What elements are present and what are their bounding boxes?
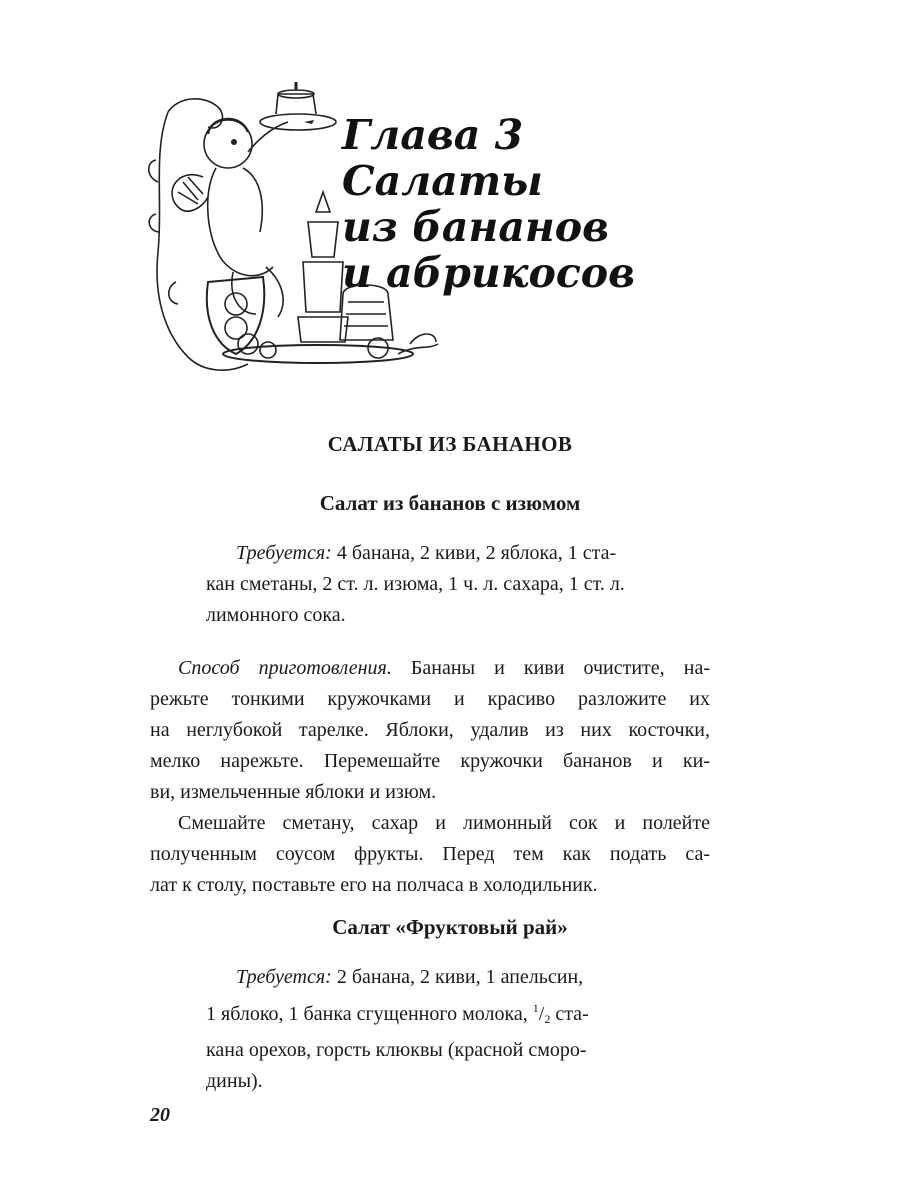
ingredients-text: 1 яблоко, 1 банка сгущенного молока, xyxy=(206,1003,533,1025)
method-line: полученным соусом фрукты. Перед тем как подать са- xyxy=(150,843,710,865)
ingredients-line: дины). xyxy=(206,1070,263,1092)
method-line: ви, измельченные яблоки и изюм. xyxy=(150,781,437,803)
chapter-title-line: Глава 3 xyxy=(342,111,524,159)
ingredients-line: 1 яблоко, 1 банка сгущенного молока, $^1/_2$ ста- xyxy=(206,1001,589,1026)
fraction-numerator: 1 xyxy=(532,1001,539,1015)
ingredients-line: лимонного сока. xyxy=(206,604,346,626)
ingredients-text: 2 банана, 2 киви, 1 апельсин, xyxy=(331,966,584,988)
method-line: лат к столу, поставьте его на полчаса в холодильник. xyxy=(150,874,598,896)
method-label: Способ приготовления. xyxy=(178,657,392,679)
ingredients-line: кана орехов, горсть клюквы (красной сморо- xyxy=(206,1039,587,1061)
chapter-title-line: и абрикосов xyxy=(342,249,636,297)
ingredients-text: 4 банана, 2 киви, 2 яблока, 1 ста- xyxy=(331,542,617,564)
method-line: мелко нарежьте. Перемешайте кружочки бананов и ки- xyxy=(150,750,710,772)
method-line: Смешайте сметану, сахар и лимонный сок и полейте xyxy=(178,812,710,834)
method-line: на неглубокой тарелке. Яблоки, удалив из них косточки, xyxy=(150,719,710,741)
ingredients-line xyxy=(206,538,681,569)
ingredients-line: кан сметаны, 2 ст. л. изюма, 1 ч. л. сахара, 1 ст. л. xyxy=(206,573,625,595)
chapter-title xyxy=(342,112,762,296)
ingredients-label: Требуется: xyxy=(236,542,332,564)
ingredients-block xyxy=(206,538,681,631)
chapter-title-line: из бананов xyxy=(342,203,610,251)
method-line xyxy=(150,653,710,684)
method-block xyxy=(150,653,710,901)
ingredients-line xyxy=(206,962,681,993)
ingredients-label: Требуется: xyxy=(236,966,332,988)
chapter-title-line: Салаты xyxy=(342,157,543,205)
ingredients-text: ста- xyxy=(550,1003,589,1025)
recipe-title: Салат из бананов с изюмом xyxy=(319,491,581,515)
fraction-denominator: 2 xyxy=(544,1012,551,1026)
method-line: режьте тонкими кружочками и красиво разложите их xyxy=(150,688,710,710)
recipe-title: Салат «Фруктовый рай» xyxy=(332,915,568,939)
section-heading: САЛАТЫ ИЗ БАНАНОВ xyxy=(327,432,573,456)
ingredients-block xyxy=(206,962,681,1097)
method-text: Бананы и киви очистите, на- xyxy=(391,657,710,679)
page-number: 20 xyxy=(150,1104,170,1126)
